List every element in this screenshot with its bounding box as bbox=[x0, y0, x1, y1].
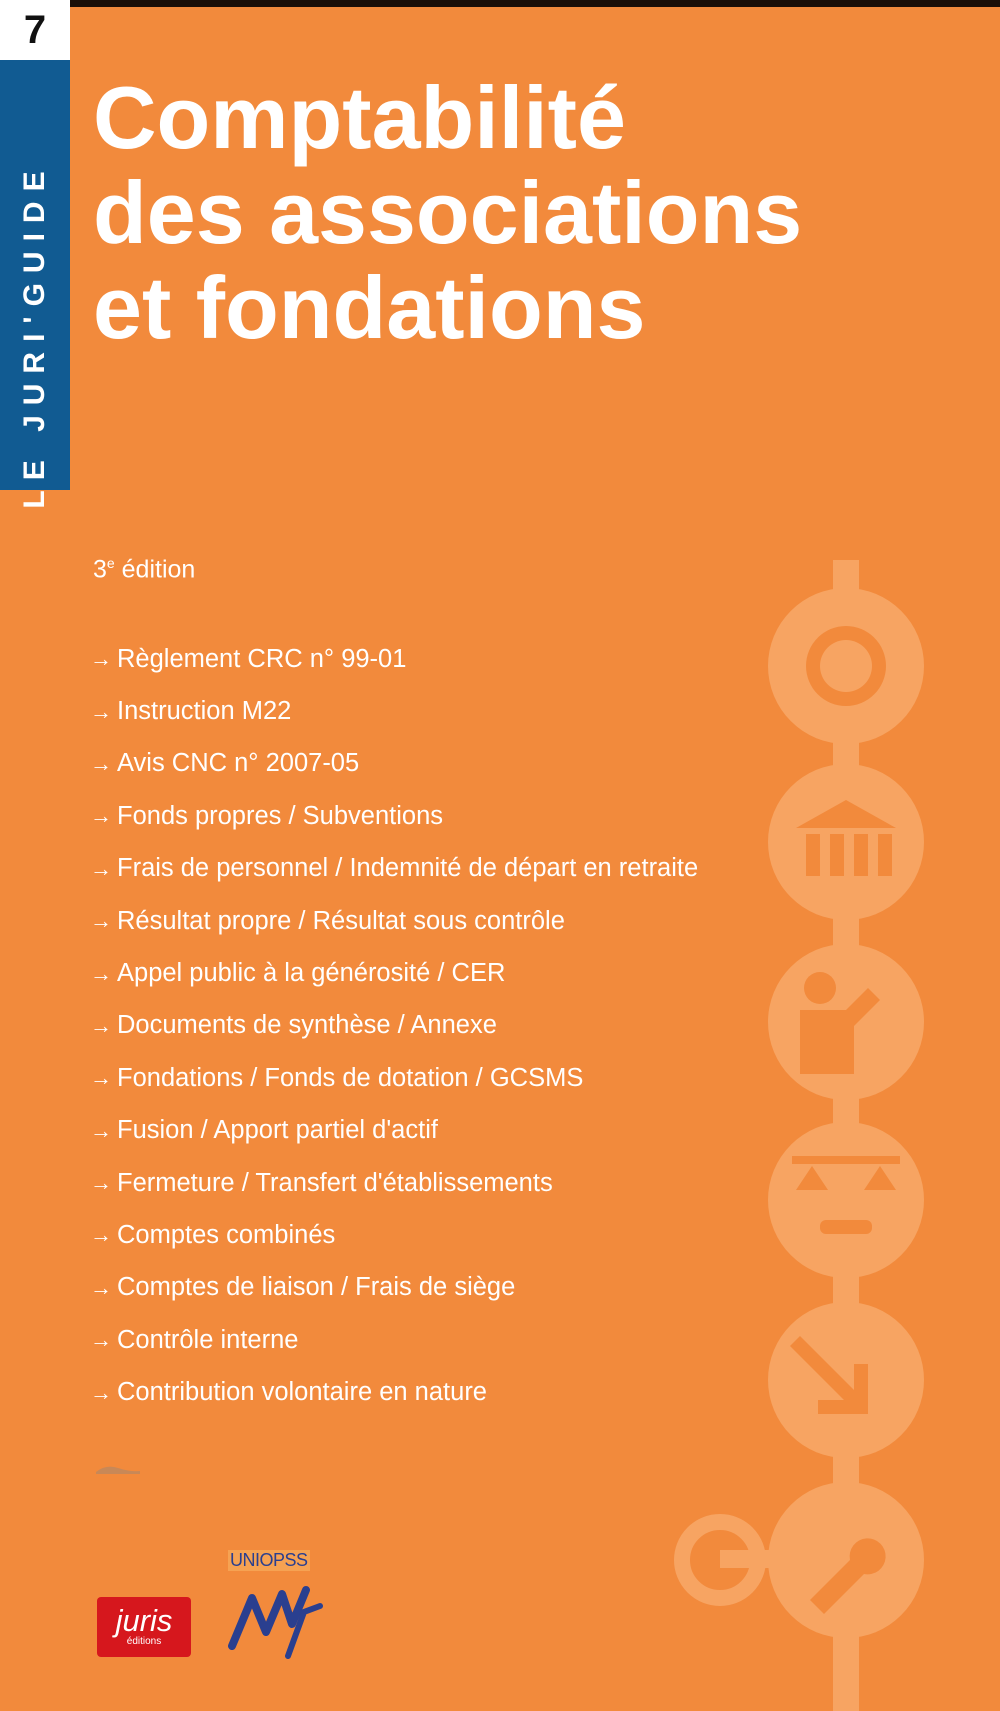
uniopss-logo-name: UNIOPSS bbox=[230, 1550, 308, 1570]
topic-item bbox=[90, 1000, 698, 1052]
print-smudge bbox=[96, 1464, 140, 1474]
topic-label: Comptes de liaison / Frais de siège bbox=[117, 1273, 516, 1302]
title-line: Comptabilité bbox=[93, 68, 626, 167]
topic-item bbox=[90, 1052, 698, 1104]
edition-suffix: e bbox=[106, 555, 115, 571]
topic-item bbox=[90, 1314, 698, 1366]
title-line: des associations bbox=[93, 163, 803, 262]
topic-item bbox=[90, 1209, 698, 1261]
topic-label: Règlement CRC n° 99-01 bbox=[117, 644, 407, 673]
arrow-icon: → bbox=[90, 803, 112, 829]
edition-word: édition bbox=[121, 555, 196, 584]
topic-item bbox=[90, 1157, 698, 1209]
juris-logo-subtitle: éditions bbox=[126, 1636, 162, 1647]
arrow-icon: → bbox=[90, 1012, 112, 1038]
topic-label: Fusion / Apport partiel d'actif bbox=[117, 1116, 438, 1145]
topic-item bbox=[90, 1366, 698, 1418]
arrow-icon: → bbox=[90, 1117, 112, 1143]
topic-label: Contribution volontaire en nature bbox=[117, 1378, 487, 1407]
circle-icon bbox=[768, 588, 924, 744]
topic-label: Comptes combinés bbox=[117, 1220, 336, 1249]
arrow-icon: → bbox=[90, 908, 112, 934]
arrow-icon: → bbox=[90, 1274, 112, 1300]
arrow-icon: → bbox=[90, 698, 112, 724]
topic-item bbox=[90, 685, 698, 737]
wrench-icon bbox=[682, 1482, 924, 1638]
person-icon bbox=[768, 944, 924, 1100]
arrow-icon: → bbox=[90, 960, 112, 986]
topic-item bbox=[90, 1105, 698, 1157]
top-edge bbox=[0, 0, 1000, 7]
topic-item bbox=[90, 947, 698, 999]
topic-item bbox=[90, 1262, 698, 1314]
topic-label: Appel public à la générosité / CER bbox=[117, 959, 506, 988]
scales-icon bbox=[768, 1116, 924, 1278]
title-line: et fondations bbox=[93, 258, 646, 357]
juris-logo bbox=[97, 1597, 191, 1657]
building-icon bbox=[768, 764, 924, 920]
series-number-box bbox=[0, 0, 70, 60]
edition-number: 3 bbox=[93, 555, 107, 584]
topic-label: Instruction M22 bbox=[117, 697, 292, 726]
topic-item bbox=[90, 895, 698, 947]
arrow-icon: → bbox=[90, 1327, 112, 1353]
arrow-icon: → bbox=[90, 750, 112, 776]
topic-label: Frais de personnel / Indemnité de départ en retraite bbox=[117, 854, 699, 883]
topic-item bbox=[90, 633, 698, 685]
juris-logo-name: juris bbox=[115, 1603, 173, 1638]
topic-item bbox=[90, 738, 698, 790]
edition-label bbox=[93, 555, 195, 584]
arrow-icon: → bbox=[90, 1170, 112, 1196]
topic-label: Résultat propre / Résultat sous contrôle bbox=[117, 906, 565, 935]
topic-label: Fermeture / Transfert d'établissements bbox=[117, 1168, 553, 1197]
series-number: 7 bbox=[23, 8, 47, 52]
arrow-icon: → bbox=[90, 1065, 112, 1091]
topic-label: Fonds propres / Subventions bbox=[117, 801, 444, 830]
arrow-icon: → bbox=[90, 855, 112, 881]
topics-list bbox=[90, 633, 698, 1419]
topic-item bbox=[90, 790, 698, 842]
topic-label: Avis CNC n° 2007-05 bbox=[117, 749, 360, 778]
topic-item bbox=[90, 843, 698, 895]
topic-label: Documents de synthèse / Annexe bbox=[117, 1011, 497, 1040]
collection-name: LE JURI'GUIDE bbox=[18, 161, 51, 509]
topic-label: Contrôle interne bbox=[117, 1325, 299, 1354]
collection-band bbox=[0, 60, 70, 509]
arrow-icon: → bbox=[90, 646, 112, 672]
uniopss-logo bbox=[228, 1550, 328, 1660]
arrow-icon bbox=[768, 1302, 924, 1458]
arrow-icon: → bbox=[90, 1222, 112, 1248]
decorative-icon-chain bbox=[660, 560, 1000, 1711]
uniopss-logo-mark bbox=[228, 1576, 328, 1660]
book-title bbox=[93, 70, 973, 355]
topic-label: Fondations / Fonds de dotation / GCSMS bbox=[117, 1063, 584, 1092]
arrow-icon: → bbox=[90, 1379, 112, 1405]
